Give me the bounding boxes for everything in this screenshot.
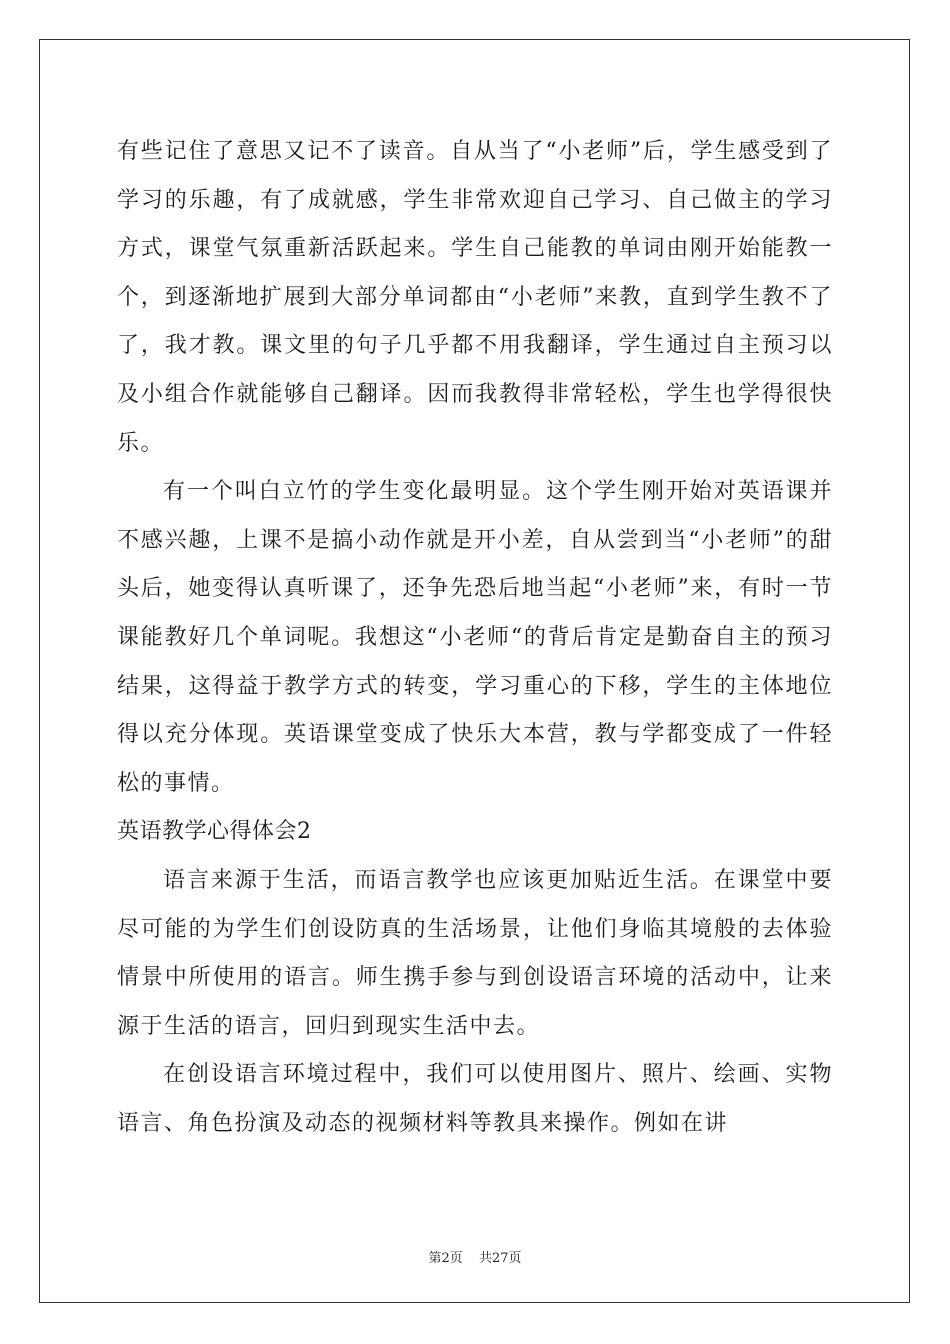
total-pages: 共27页 [478,1251,522,1266]
document-body [117,128,833,1148]
paragraph: 语言来源于生活，而语言教学也应该更加贴近生活。在课堂中要尽可能的为学生们创设防真的生活场景，让他们身临其境般的去体验情景中所使用的语言。师生携手参与到创设语言环境的活动中，让来源于生活的语言，回归到现实生活中去。 [117,867,833,1039]
page-footer [0,1247,950,1266]
paragraph-continued: 有些记住了意思又记不了读音。自从当了“小老师”后，学生感受到了学习的乐趣，有了成就感，学生非常欢迎自己学习、自己做主的学习方式，课堂气氛重新活跃起来。学生自己能教的单词由刚开始能教一个，到逐渐地扩展到大部分单词都由“小老师”来教，直到学生教不了了，我才教。课文里的句子几乎都不用我翻译，学生通过自主预习以及小组合作就能够自己翻译。因而我教得非常轻松，学生也学得很快乐。 [117,139,833,456]
section-heading: 英语教学心得体会2 [117,819,312,845]
paragraph: 在创设语言环境过程中，我们可以使用图片、照片、绘画、实物语言、角色扮演及动态的视频材料等教具来操作。例如在讲 [117,1062,833,1136]
page-number: 第2页 [428,1251,463,1266]
paragraph: 有一个叫白立竹的学生变化最明显。这个学生刚开始对英语课并不感兴趣，上课不是搞小动作就是开小差，自从尝到当“小老师”的甜头后，她变得认真听课了，还争先恐后地当起“小老师”来，有时一节课能教好几个单词呢。我想这“小老师“的背后肯定是勤奋自主的预习结果，这得益于教学方式的转变，学习重心的下移，学生的主体地位得以充分体现。英语课堂变成了快乐大本营，教与学都变成了一件轻松的事情。 [117,479,833,796]
